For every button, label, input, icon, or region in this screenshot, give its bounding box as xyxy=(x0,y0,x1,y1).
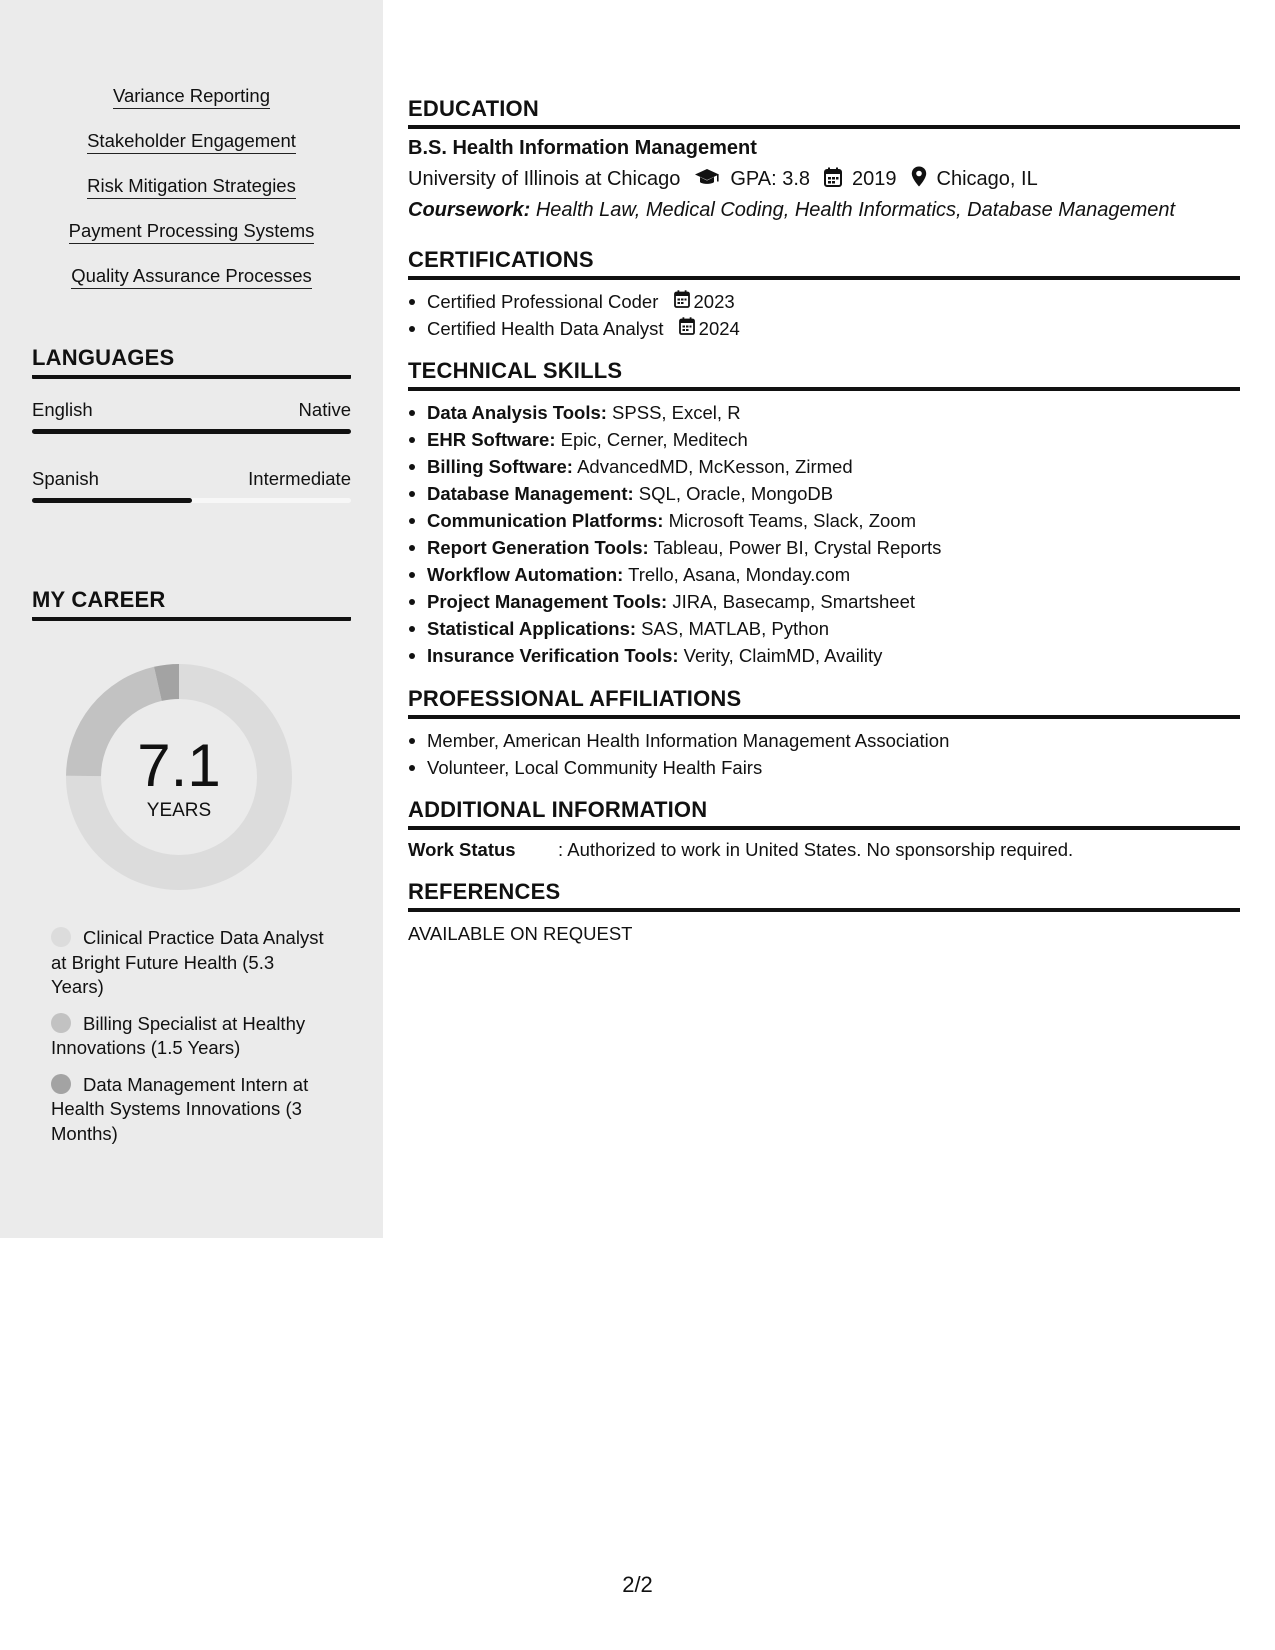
coursework-list: Health Law, Medical Coding, Health Informatics, Database Management xyxy=(535,199,1176,221)
career-total-unit: YEARS xyxy=(146,800,212,821)
skill-values: SAS, MATLAB, Python xyxy=(641,618,829,639)
career-legend-label: Billing Specialist at Healthy Innovations (1.5 Years) xyxy=(51,1012,306,1058)
skill-category: Communication Platforms: xyxy=(427,510,664,531)
skill-values: AdvancedMD, McKesson, Zirmed xyxy=(577,456,853,477)
career-donut-chart xyxy=(66,664,292,890)
degree-title: B.S. Health Information Management xyxy=(408,137,757,159)
skill-category: EHR Software: xyxy=(427,429,556,450)
skill-item xyxy=(408,534,1240,561)
certification-item xyxy=(408,288,1240,315)
skill-values: Microsoft Teams, Slack, Zoom xyxy=(668,510,916,531)
affiliations-heading: PROFESSIONAL AFFILIATIONS xyxy=(408,686,1240,719)
skill-tag: Risk Mitigation Strategies xyxy=(87,174,296,199)
skill-values: Verity, ClaimMD, Availity xyxy=(683,645,883,666)
skill-category: Statistical Applications: xyxy=(427,618,637,639)
skill-item xyxy=(408,480,1240,507)
references-section xyxy=(408,879,1240,945)
career-legend xyxy=(51,926,331,1158)
legend-dot xyxy=(51,927,71,947)
certification-list xyxy=(408,288,1240,342)
gpa: GPA: 3.8 xyxy=(730,168,811,190)
career-legend-item xyxy=(51,1012,331,1061)
skill-category: Data Analysis Tools: xyxy=(427,402,607,423)
skill-item xyxy=(408,561,1240,588)
career-heading: MY CAREER xyxy=(32,587,351,621)
skill-category: Database Management: xyxy=(427,483,634,504)
graduation-year: 2019 xyxy=(852,168,897,190)
donut-center xyxy=(66,664,292,890)
skill-category: Insurance Verification Tools: xyxy=(427,645,679,666)
affiliations-list xyxy=(408,727,1240,781)
skill-item xyxy=(408,642,1240,669)
languages-section xyxy=(32,345,351,503)
skill-tag: Stakeholder Engagement xyxy=(87,129,296,154)
affiliations-section xyxy=(408,686,1240,781)
language-bar xyxy=(32,429,351,434)
school-location: Chicago, IL xyxy=(936,168,1038,190)
references-text: AVAILABLE ON REQUEST xyxy=(408,923,633,944)
skill-tag: Payment Processing Systems xyxy=(69,219,315,244)
career-legend-item xyxy=(51,926,331,1000)
language-level: Native xyxy=(298,399,351,420)
skill-category: Billing Software: xyxy=(427,456,573,477)
certifications-section xyxy=(408,247,1240,342)
legend-dot xyxy=(51,1013,71,1033)
affiliation-item: Member, American Health Information Management Association xyxy=(408,727,1240,754)
language-bar-fill xyxy=(32,498,192,503)
additional-information-heading: ADDITIONAL INFORMATION xyxy=(408,797,1240,830)
career-total-years: 7.1 xyxy=(137,732,221,799)
education-heading: EDUCATION xyxy=(408,96,1240,129)
career-legend-label: Clinical Practice Data Analyst at Bright Future Health (5.3 Years) xyxy=(51,927,324,997)
skill-item xyxy=(408,426,1240,453)
skill-item xyxy=(408,399,1240,426)
technical-skills-section xyxy=(408,358,1240,669)
skill-category: Project Management Tools: xyxy=(427,591,668,612)
skill-item xyxy=(408,615,1240,642)
skill-values: Epic, Cerner, Meditech xyxy=(560,429,748,450)
skill-tag-list xyxy=(0,84,383,309)
school-name: University of Illinois at Chicago xyxy=(408,168,681,190)
education-details xyxy=(408,166,1240,193)
technical-skills-list xyxy=(408,399,1240,669)
skill-category: Report Generation Tools: xyxy=(427,537,649,558)
affiliation-item: Volunteer, Local Community Health Fairs xyxy=(408,754,1240,781)
skill-tag: Quality Assurance Processes xyxy=(71,264,312,289)
skill-values: JIRA, Basecamp, Smartsheet xyxy=(672,591,915,612)
languages-heading: LANGUAGES xyxy=(32,345,351,379)
calendar-icon xyxy=(679,315,699,342)
certification-name: Certified Professional Coder xyxy=(427,291,659,312)
coursework xyxy=(408,199,1240,222)
calendar-icon xyxy=(674,288,694,315)
additional-information-section xyxy=(408,797,1240,861)
language-row xyxy=(32,399,351,421)
calendar-icon xyxy=(824,167,842,193)
language-bar xyxy=(32,498,351,503)
language-name: English xyxy=(32,399,93,420)
skill-values: Trello, Asana, Monday.com xyxy=(628,564,851,585)
skill-values: Tableau, Power BI, Crystal Reports xyxy=(653,537,942,558)
graduation-cap-icon xyxy=(694,168,720,192)
skill-category: Workflow Automation: xyxy=(427,564,624,585)
skill-tag: Variance Reporting xyxy=(113,84,270,109)
sidebar xyxy=(0,0,383,1238)
education-section xyxy=(408,96,1240,222)
coursework-label: Coursework: xyxy=(408,199,531,221)
references-heading: REFERENCES xyxy=(408,879,1240,912)
technical-skills-heading: TECHNICAL SKILLS xyxy=(408,358,1240,391)
page-number: 2/2 xyxy=(622,1572,653,1597)
career-section xyxy=(32,587,351,621)
legend-dot xyxy=(51,1074,71,1094)
skill-item xyxy=(408,507,1240,534)
work-status-row xyxy=(408,839,1240,861)
career-legend-item xyxy=(51,1073,331,1147)
map-pin-icon xyxy=(911,166,927,193)
work-status-value: : Authorized to work in United States. No sponsorship required. xyxy=(558,839,1074,860)
career-legend-label: Data Management Intern at Health Systems Innovations (3 Months) xyxy=(51,1073,309,1144)
language-name: Spanish xyxy=(32,468,99,489)
certification-year: 2024 xyxy=(698,318,740,339)
certifications-heading: CERTIFICATIONS xyxy=(408,247,1240,280)
skill-item xyxy=(408,453,1240,480)
certification-name: Certified Health Data Analyst xyxy=(427,318,664,339)
language-bar-fill xyxy=(32,429,351,434)
skill-values: SPSS, Excel, R xyxy=(612,402,741,423)
certification-item xyxy=(408,315,1240,342)
skill-values: SQL, Oracle, MongoDB xyxy=(638,483,834,504)
skill-item xyxy=(408,588,1240,615)
language-row xyxy=(32,468,351,490)
certification-year: 2023 xyxy=(693,291,735,312)
language-level: Intermediate xyxy=(248,468,351,489)
work-status-label: Work Status xyxy=(408,839,516,860)
